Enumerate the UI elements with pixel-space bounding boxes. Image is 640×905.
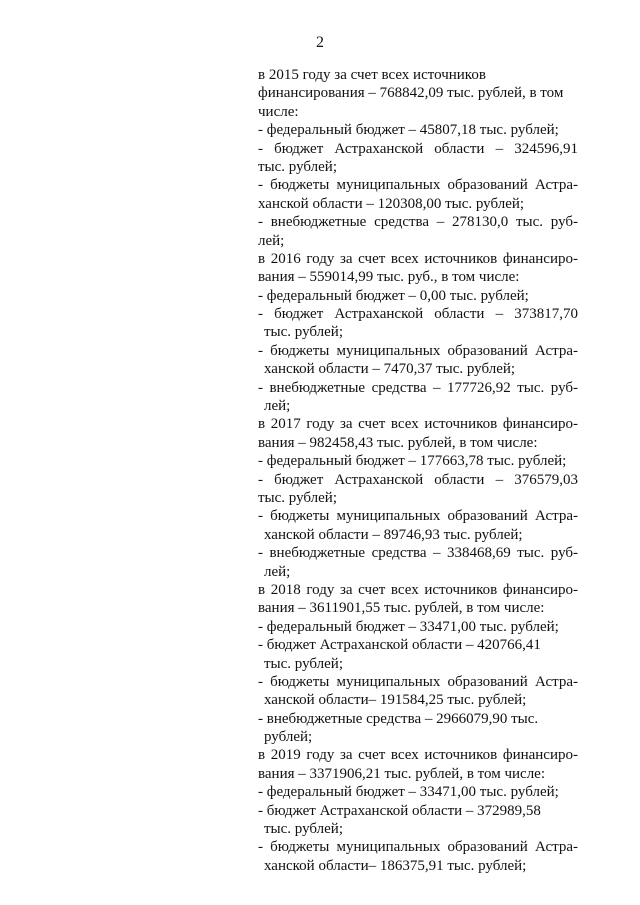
text-line: - внебюджетные средства – 2966079,90 тыс. [258, 710, 539, 727]
text-line: - федеральный бюджет – 33471,00 тыс. рублей; [258, 618, 559, 635]
text-line: - бюджет Астраханской области – 420766,41 [258, 637, 541, 654]
text-line: финансирования – 768842,09 тыс. рублей, в том [258, 85, 564, 102]
text-line: - внебюджетные средства – 278130,0 тыс. руб- [258, 214, 578, 231]
text-line: рублей; [264, 729, 313, 746]
text-line: - бюджеты муниципальных образований Астра- [258, 508, 578, 525]
text-line: - бюджет Астраханской области – 376579,03 [258, 471, 578, 488]
text-line: - бюджет Астраханской области – 373817,70 [258, 306, 578, 323]
text-line: вания – 559014,99 тыс. руб., в том числе: [258, 269, 520, 286]
text-line: - бюджеты муниципальных образований Астра- [258, 839, 578, 856]
text-line: лей; [264, 398, 291, 415]
text-line: ханской области – 89746,93 тыс. рублей; [264, 526, 523, 543]
text-line: лей; [258, 232, 285, 249]
text-line: ханской области– 186375,91 тыс. рублей; [264, 857, 527, 874]
text-line: тыс. рублей; [264, 655, 343, 672]
text-line: - бюджеты муниципальных образований Астра- [258, 177, 578, 194]
text-line: тыс. рублей; [258, 158, 337, 175]
text-line: в 2017 году за счет всех источников финансиро- [258, 416, 578, 433]
text-line: - федеральный бюджет – 177663,78 тыс. рублей; [258, 453, 567, 470]
text-line: - бюджеты муниципальных образований Астра- [258, 673, 578, 690]
page-number: 2 [316, 34, 324, 51]
text-line: - внебюджетные средства – 177726,92 тыс. руб- [258, 379, 578, 396]
text-line: лей; [264, 563, 291, 580]
text-line: - бюджет Астраханской области – 324596,91 [258, 140, 578, 157]
text-line: - федеральный бюджет – 33471,00 тыс. рублей; [258, 784, 559, 801]
text-line: вания – 982458,43 тыс. рублей, в том числе: [258, 434, 538, 451]
document-body [258, 66, 578, 875]
text-line: ханской области – 7470,37 тыс. рублей; [264, 361, 516, 378]
text-line: - федеральный бюджет – 0,00 тыс. рублей; [258, 287, 529, 304]
text-line: числе: [258, 103, 299, 120]
text-line: вания – 3371906,21 тыс. рублей, в том числе: [258, 765, 546, 782]
text-line: в 2016 году за счет всех источников финансиро- [258, 250, 578, 267]
text-line: - федеральный бюджет – 45807,18 тыс. рублей; [258, 122, 559, 139]
text-line: - бюджеты муниципальных образований Астра- [258, 342, 578, 359]
text-line: тыс. рублей; [264, 324, 343, 341]
text-line: вания – 3611901,55 тыс. рублей, в том числе: [258, 600, 545, 617]
text-line: - внебюджетные средства – 338468,69 тыс. руб- [258, 545, 578, 562]
text-line: ханской области – 120308,00 тыс. рублей; [258, 195, 525, 212]
text-line: в 2015 году за счет всех источников [258, 67, 486, 83]
text-line: в 2018 году за счет всех источников финансиро- [258, 581, 578, 598]
text-line: тыс. рублей; [264, 821, 343, 838]
text-line: - бюджет Астраханской области – 372989,58 [258, 802, 541, 819]
text-line: тыс. рублей; [258, 489, 337, 506]
text-line: ханской области– 191584,25 тыс. рублей; [264, 692, 527, 709]
text-line: в 2019 году за счет всех источников финансиро- [258, 747, 578, 764]
